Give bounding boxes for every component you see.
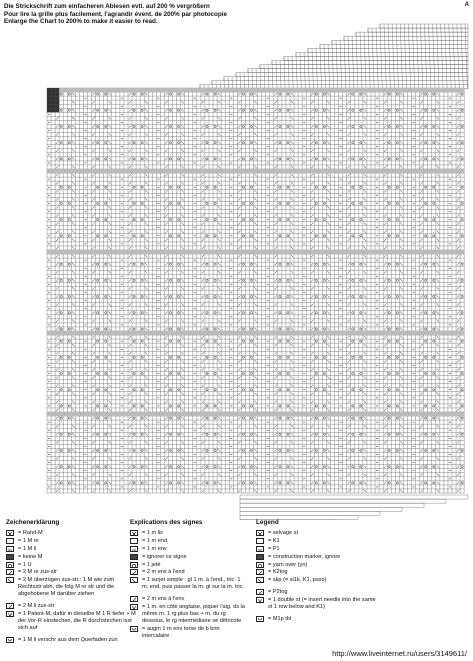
legend-en-row	[256, 546, 376, 553]
legend-title-de: Zeichenerklärung	[6, 519, 60, 526]
legend-de-text: = 1 M re	[18, 537, 39, 544]
legend-de-text: = 2 M re zus-str	[18, 569, 58, 576]
source-url[interactable]: http://www.liveinternet.ru/users/3149611/	[332, 649, 467, 658]
legend-de-text: = 2 M li zus-str	[18, 603, 55, 610]
legend-en-row	[256, 569, 376, 576]
legend-en-row	[256, 538, 376, 545]
stitch-o-icon	[6, 562, 14, 568]
legend-german	[6, 520, 136, 645]
legend-de-text: = 1 M li verschr aus dem Querfaden zun	[18, 636, 118, 643]
legend-de-text: = keine M	[18, 553, 43, 560]
legend-fr-row	[130, 596, 248, 603]
legend-en-row	[256, 562, 376, 569]
legend-english	[256, 520, 376, 624]
legend-en-row	[256, 585, 376, 588]
stitch-blank-icon	[6, 538, 14, 544]
legend-fr-row	[130, 626, 248, 640]
legend-en-text: = selvage st	[268, 529, 299, 536]
legend-de-text: = 1 M li	[18, 545, 37, 552]
stitch-slashdot-icon	[130, 596, 138, 602]
legend-en-text: = construction marker, ignore	[268, 553, 341, 560]
stitch-bslash-icon	[130, 577, 138, 583]
legend-fr-text: = augm 1 m env torse de b brin intercalaire	[142, 625, 220, 639]
stitch-blank-icon	[256, 538, 264, 544]
chart-no-stitch-cells	[47, 88, 59, 112]
legend-fr-row	[130, 538, 248, 545]
legend-en-text: = M1p tbl	[268, 615, 292, 622]
legend-french	[130, 520, 248, 641]
legend-fr-row	[130, 592, 248, 595]
stitch-patent-icon	[256, 597, 264, 603]
legend-en-row	[256, 589, 376, 596]
stitch-patent-icon	[6, 611, 14, 617]
stitch-x-icon	[130, 530, 138, 536]
stitch-dash-icon	[256, 546, 264, 552]
legend-fr-row	[130, 569, 248, 576]
legend-en-text: = K2tog	[268, 569, 288, 576]
instruction-en: Enlarge the Chart to 200% to make it easier to read.	[4, 18, 158, 26]
legend-en-row	[256, 612, 376, 615]
stitch-dark-icon	[130, 554, 138, 560]
stitch-o-icon	[256, 562, 264, 568]
legend-en-text: = P2tog	[268, 589, 288, 596]
legend-de-row	[6, 599, 136, 602]
legend-en-row	[256, 597, 376, 611]
legend-de-row	[6, 577, 136, 598]
legend-fr-row	[130, 577, 248, 591]
stitch-slash-icon	[6, 569, 14, 575]
stitch-slashdot-icon	[256, 589, 264, 595]
stitch-bslash-icon	[256, 577, 264, 583]
stitch-dark-icon	[6, 554, 14, 560]
stitch-patent-icon	[130, 604, 138, 610]
legend-en-row	[256, 616, 376, 623]
stitch-slash-icon	[256, 569, 264, 575]
legend-en-text: = P1	[268, 545, 280, 552]
chart-grid	[47, 88, 464, 493]
legend-fr-text: = 1 m end	[142, 537, 168, 544]
legend-de-row	[6, 554, 136, 561]
legend-de-row	[6, 530, 136, 537]
legend-de-text: = 1 U	[18, 561, 32, 568]
legend-fr-text: = ignorer ce signe	[142, 553, 187, 560]
legend-en-text: = 1 double st (= insert needle into the same st 1 row below and K1)	[268, 597, 376, 611]
legend-fr-text: = 1 surjet simple : gl 1 m. à l'end., tric. 1 m. end. puis passer la m. gl sur la m. tric.	[142, 577, 244, 591]
instruction-fr: Pour lire la grille plus facilement, l'agrandir évent. de 200% par photocopie	[4, 10, 227, 18]
stitch-dash-icon	[6, 546, 14, 552]
legend-fr-text: = 2 m ens à l'end	[142, 569, 185, 576]
legend-de-row	[6, 603, 136, 610]
stitch-dash-icon	[130, 546, 138, 552]
stitch-blank-icon	[130, 538, 138, 544]
legend-en-row	[256, 577, 376, 584]
stitch-slash-icon	[130, 569, 138, 575]
stitch-x-icon	[6, 530, 14, 536]
legend-de-row	[6, 611, 136, 632]
legend-title-en: Legend	[256, 519, 279, 526]
stitch-cross-icon	[256, 616, 264, 622]
legend-en-text: = skp (= sl1k, K1, psso)	[268, 577, 327, 584]
legend-de-row	[6, 538, 136, 545]
legend-de-text: = Rand-M	[18, 529, 43, 536]
stitch-x-icon	[256, 530, 264, 536]
legend-fr-text: = 1 m. en côte anglaise, piquer l'aig. ds la même m. 1 rg plus bas + m. du rg dessous, le rg intermédiaire se détricote	[142, 604, 245, 624]
stitch-slashdot-icon	[6, 603, 14, 609]
legend-fr-text: = 1 jeté	[142, 561, 161, 568]
legend-en-text: = K1	[268, 537, 280, 544]
legend-en-row	[256, 554, 376, 561]
stitch-o-icon	[130, 562, 138, 568]
stitch-cross-icon	[6, 637, 14, 643]
legend-fr-row	[130, 554, 248, 561]
legend-fr-row	[130, 530, 248, 537]
instruction-de: Die Strickschrift zum einfacheren Ablesen evtl. auf 200 % vergrößern	[4, 3, 210, 10]
legend-de-row	[6, 546, 136, 553]
legend-fr-text: = 1 m env	[142, 545, 167, 552]
legend-title-fr: Explications des signes	[130, 519, 203, 526]
legend-fr-text: = 1 m lis	[142, 529, 163, 536]
legend-de-row	[6, 562, 136, 569]
legend-de-row	[6, 633, 136, 636]
legend-en-text: = yarn over (yo)	[268, 561, 308, 568]
stitch-bslash-icon	[6, 577, 14, 583]
legend-fr-row	[130, 604, 248, 625]
corner-mark: A	[464, 2, 469, 8]
legend-de-row	[6, 637, 136, 644]
legend-de-text: = 2 M überzogen zus-str.: 1 M wie zum Rechtsstr abh, die folg M re str und die abgehobene M darüber ziehen	[18, 577, 115, 598]
legend-fr-text: = 2 m ens à l'env	[142, 596, 185, 603]
legend-de-row	[6, 569, 136, 576]
stitch-dark-icon	[256, 554, 264, 560]
legend-en-row	[256, 530, 376, 537]
legend-fr-row	[130, 562, 248, 569]
legend-fr-row	[130, 546, 248, 553]
legend-de-text: = 1 Patent-M, dafür in dieselbe M 1 R tiefer + M der Vor-R einstechen, die R durchstechen lsst sich auf	[18, 610, 136, 631]
stitch-cross-icon	[130, 626, 138, 632]
